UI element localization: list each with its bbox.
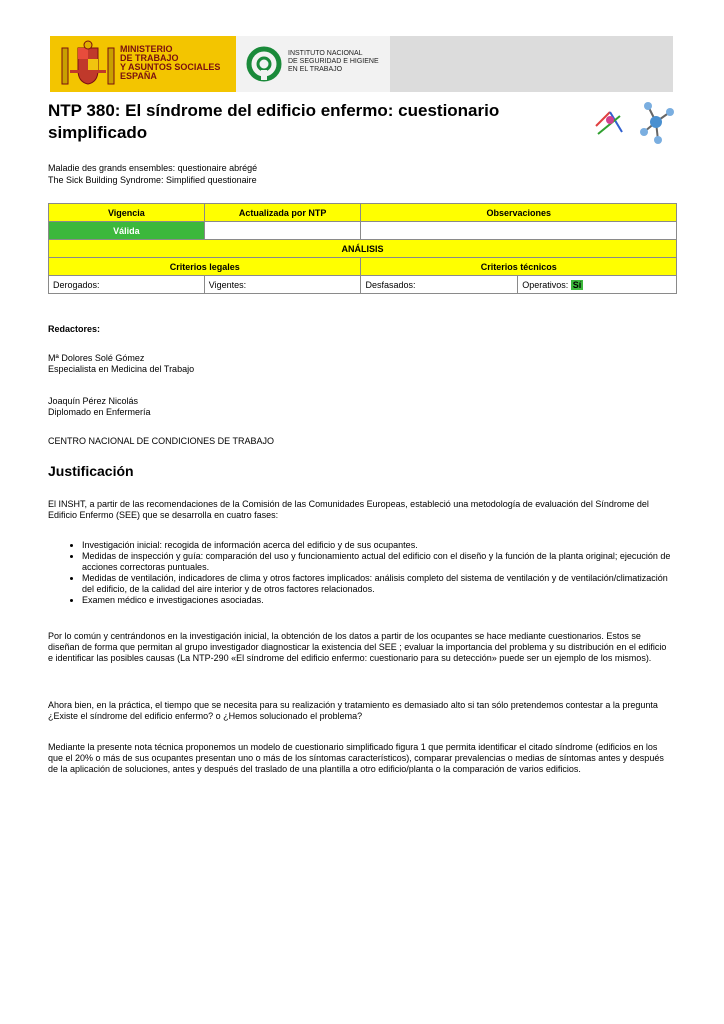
status-badge: Válida <box>49 222 205 240</box>
paragraph-4: Mediante la presente nota técnica proponemos un modelo de cuestionario simplificado figura 1 que permita identificar el citado síndrome (edificios en los que el 20% o más de sus ocupantes presentan uno o más de los síntomas característicos), comparar prevalencias o medias de síntomas antes y después de la aplicación de soluciones, antes y después del traslado de una plantilla a otro edificio/planta o la comparación de varios edificios. <box>48 742 664 774</box>
header-actualizada: Actualizada por NTP <box>204 204 361 222</box>
author-2 <box>48 396 673 418</box>
header-observaciones: Observaciones <box>361 204 677 222</box>
vigentes-cell: Vigentes: <box>204 276 361 294</box>
list-item: • Medidas de ventilación, indicadores de clima y otros factores implicados: análisis completo del sistema de ventilación y de ventilación/climatización del edificio, de la calidad del aire interior y de otros factores relacionados. <box>82 573 673 595</box>
molecule-icon <box>586 98 676 148</box>
list-item: • Investigación inicial: recogida de información acerca del edificio y de sus ocupantes. <box>82 540 673 551</box>
subtitle-english: The Sick Building Syndrome: Simplified questionaire <box>48 175 257 185</box>
author-2-role: Diplomado en Enfermería <box>48 407 151 417</box>
list-item: • Examen médico e investigaciones asociadas. <box>82 595 673 606</box>
operativos-label: Operativos: <box>522 279 569 290</box>
derogados-cell: Derogados: <box>49 276 205 294</box>
redactores-label: Redactores: <box>48 324 101 334</box>
author-1-name: Mª Dolores Solé Gómez <box>48 353 145 363</box>
centro-nacional: CENTRO NACIONAL DE CONDICIONES DE TRABAJO <box>48 436 275 446</box>
insht-mark-icon <box>246 46 282 82</box>
phase-list <box>48 540 673 606</box>
criterios-legales-header: Criterios legales <box>49 258 361 276</box>
alternate-titles <box>48 162 257 186</box>
ministerio-text: MINISTERIO DE TRABAJO Y ASUNTOS SOCIALES ESPAÑA <box>120 44 221 81</box>
desfasados-cell: Desfasados: <box>361 276 518 294</box>
paragraph-3: Ahora bien, en la práctica, el tiempo que se necesita para su realización y tratamiento es demasiado alto si tan sólo pretendemos contestar a la pregunta ¿Existe el síndrome del edificio enfermo? o ¿Hemos solucionado el problema? <box>48 700 658 721</box>
coat-of-arms-icon <box>58 40 118 88</box>
subtitle-french: Maladie des grands ensembles: questionaire abrégé <box>48 163 258 173</box>
author-1 <box>48 353 673 375</box>
observaciones-cell <box>361 222 677 240</box>
section-heading: Justificación <box>48 463 134 479</box>
operativos-value: Sí <box>572 279 582 290</box>
header-vigencia: Vigencia <box>49 204 205 222</box>
author-1-role: Especialista en Medicina del Trabajo <box>48 364 195 374</box>
list-item: • Medidas de inspección y guía: comparación del uso y funcionamiento actual del edificio con el diseño y la función de la planta original; ejecución de acciones correctoras puntuales. <box>82 551 673 573</box>
insht-text: INSTITUTO NACIONAL DE SEGURIDAD E HIGIENE EN EL TRABAJO <box>288 50 379 73</box>
paragraph-1: El INSHT, a partir de las recomendaciones de la Comisión de las Comunidades Europeas, estableció una metodología de evaluación del Síndrome del Edificio Enfermo (SEE) que se desarrolla en cuatro fases: <box>48 499 649 520</box>
status-table <box>48 203 677 294</box>
analisis-header: ANÁLISIS <box>49 240 677 258</box>
page-title: NTP 380: El síndrome del edificio enfermo: cuestionario simplificado <box>48 101 500 142</box>
author-2-name: Joaquín Pérez Nicolás <box>48 396 139 406</box>
actualizada-cell <box>204 222 361 240</box>
criterios-tecnicos-header: Criterios técnicos <box>361 258 677 276</box>
operativos-cell <box>518 276 677 294</box>
paragraph-2: Por lo común y centrándonos en la investigación inicial, la obtención de los datos a partir de los ocupantes se hace mediante cuestionarios. Estos se diseñan de forma que permitan al grupo investigador diagnosticar la existencia del SEE ; evaluar la importancia del problema y su distribución en el edificio e identificar las posibles causas (La NTP-290 «El síndrome del edificio enfermo: cuestionario para su detección» puede ser un ejemplo de los mismos). <box>48 631 667 663</box>
